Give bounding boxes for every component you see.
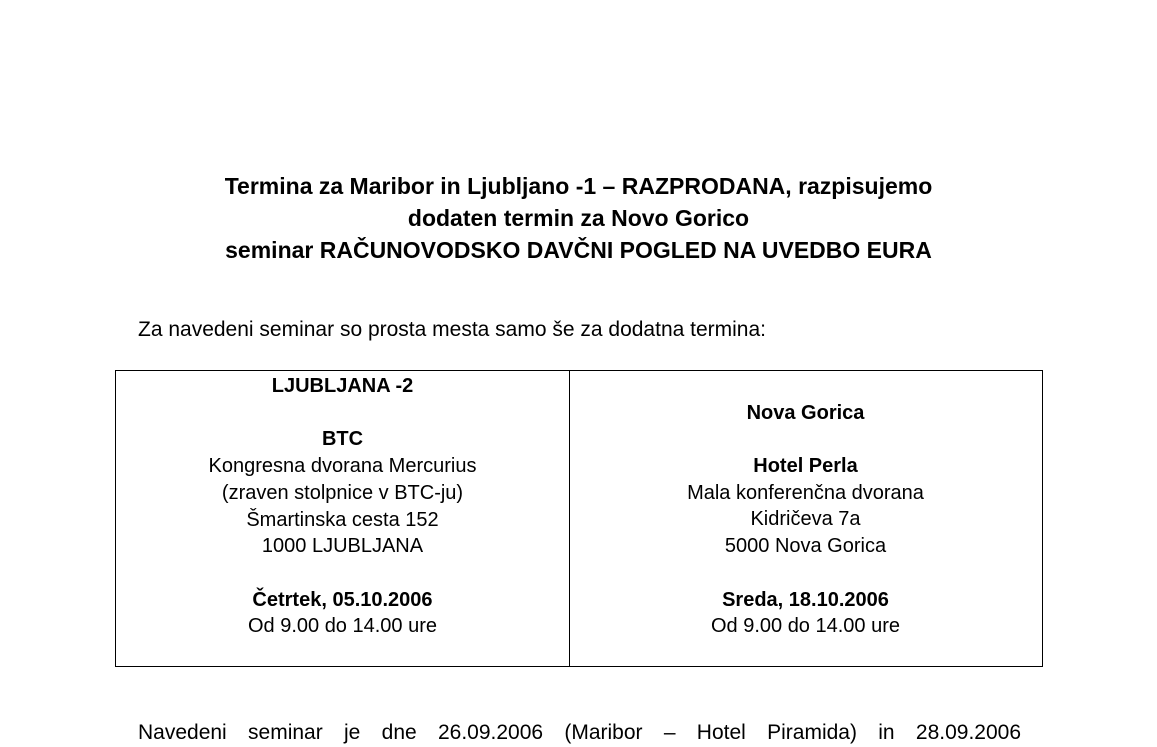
venue-postal: 5000 Nova Gorica	[724, 535, 887, 558]
spacer	[116, 560, 569, 587]
footer-word: in	[878, 721, 895, 744]
venue-note: (zraven stolpnice v BTC-ju)	[221, 481, 464, 504]
venue-nova-gorica	[570, 371, 1041, 666]
footer-word: Hotel	[696, 721, 746, 744]
venue-name: BTC	[321, 428, 364, 451]
title-line-3: seminar RAČUNOVODSKO DAVČNI POGLED NA UVEDBO EURA	[225, 237, 932, 263]
venue-time: Od 9.00 do 14.00 ure	[710, 615, 901, 638]
footer-word: Navedeni	[138, 721, 227, 744]
spacer	[116, 400, 569, 427]
footer-word: 26.09.2006	[437, 721, 544, 744]
title-line-1: Termina za Maribor in Ljubljano -1 – RAZPRODANA, razpisujemo	[224, 173, 933, 199]
venue-hall: Kongresna dvorana Mercurius	[208, 455, 477, 478]
footer-word: 28.09.2006	[915, 721, 1021, 744]
venue-hall: Mala konferenčna dvorana	[687, 481, 924, 504]
footer-word: je	[344, 721, 361, 744]
footer-word: –	[663, 721, 676, 744]
venue-postal: 1000 LJUBLJANA	[261, 535, 424, 558]
venue-date: Četrtek, 05.10.2006	[252, 588, 433, 611]
venue-street: Šmartinska cesta 152	[246, 508, 439, 531]
footer-word: (Maribor	[564, 721, 643, 744]
venue-city: LJUBLJANA -2	[271, 375, 414, 397]
venue-date: Sreda, 18.10.2006	[722, 588, 889, 611]
venue-time: Od 9.00 do 14.00 ure	[247, 615, 438, 638]
venue-ljubljana	[116, 371, 570, 666]
intro-paragraph: Za navedeni seminar so prosta mesta samo še za dodatna termina:	[138, 318, 766, 341]
venue-name: Hotel Perla	[753, 455, 858, 478]
spacer	[570, 560, 1041, 587]
venue-street: Kidričeva 7a	[750, 508, 861, 531]
title-line-2: dodaten termin za Novo Gorico	[407, 205, 750, 231]
footer-word: Piramida)	[767, 721, 857, 744]
document-title	[0, 170, 1157, 266]
venues-table	[115, 370, 1043, 667]
venue-city: Nova Gorica	[746, 401, 865, 424]
footer-word: dne	[381, 721, 417, 744]
spacer	[570, 426, 1041, 453]
spacer	[570, 373, 1041, 400]
footer-word: seminar	[248, 721, 323, 744]
